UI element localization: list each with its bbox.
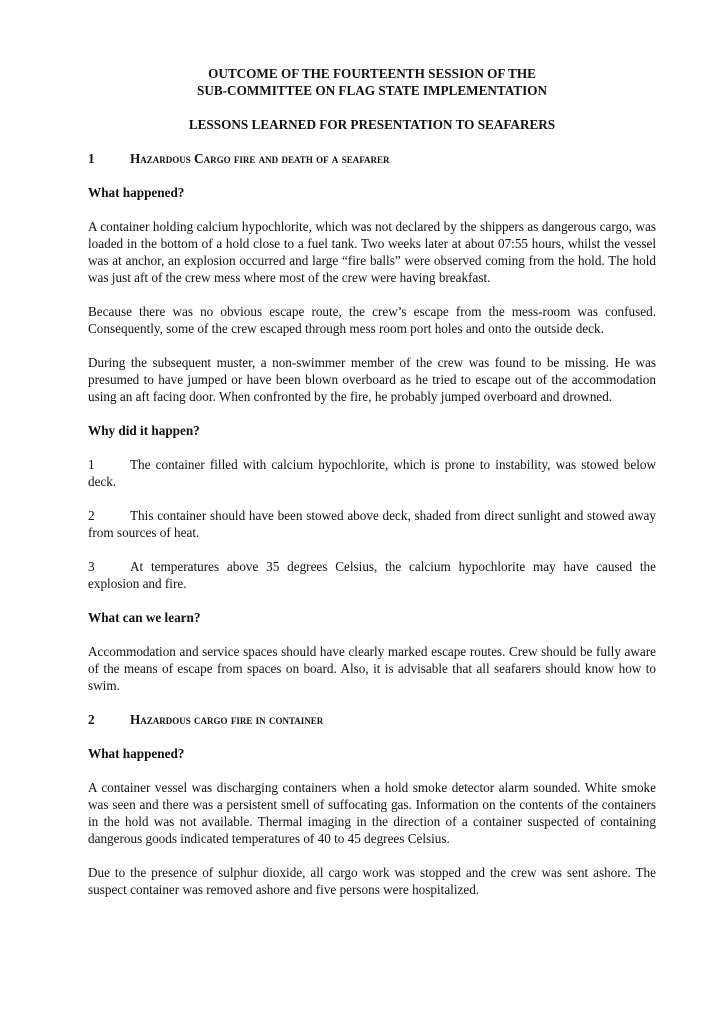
paragraph: During the subsequent muster, a non-swimmer member of the crew was found to be missing. He was presumed to have jumped or have been blown overboard as he tried to escape out of the accommodation using an aft facing door. When confronted by the fire, he probably jumped overboard and drowned. [88,355,656,404]
item-number: 3 [88,559,95,574]
document-subtitle: LESSONS LEARNED FOR PRESENTATION TO SEAFARERS [188,117,556,132]
section-title: Hazardous Cargo fire and death of a seafarer [130,151,390,166]
document-page [88,65,656,898]
title-line-1: OUTCOME OF THE FOURTEENTH SESSION OF THE [208,66,536,81]
item-number: 1 [88,457,95,472]
paragraph: Due to the presence of sulphur dioxide, all cargo work was stopped and the crew was sent ashore. The suspect container was removed ashore and five persons were hospitalized. [88,865,656,897]
paragraph: Because there was no obvious escape route, the crew’s escape from the mess-room was confused. Consequently, some of the crew escaped through mess room port holes and onto the outside deck. [88,304,656,336]
document-title [88,65,656,99]
what-happened-label: What happened? [88,185,185,200]
paragraph: A container vessel was discharging containers when a hold smoke detector alarm sounded. White smoke was seen and there was a persistent smell of suffocating gas. Information on the contents of the containers in the hold was not available. Thermal imaging in the direction of a container suspected of containing dangerous goods indicated temperatures of 40 to 45 degrees Celsius. [88,780,656,846]
paragraph: Accommodation and service spaces should have clearly marked escape routes. Crew should be fully aware of the means of escape from spaces on board. Also, it is advisable that all seafarers should know how to swim. [88,644,656,693]
section-number: 2 [88,712,95,727]
what-happened-label: What happened? [88,746,185,761]
section-number: 1 [88,151,95,166]
item-text: The container filled with calcium hypochlorite, which is prone to instability, was stowed below deck. [88,457,656,489]
section-2-heading [88,711,656,728]
item-number: 2 [88,508,95,523]
why-label: Why did it happen? [88,423,200,438]
numbered-item [88,507,656,541]
learn-label: What can we learn? [88,610,201,625]
item-text: This container should have been stowed above deck, shaded from direct sunlight and stowed away from sources of heat. [88,508,656,540]
item-text: At temperatures above 35 degrees Celsius, the calcium hypochlorite may have caused the explosion and fire. [88,559,656,591]
numbered-item [88,558,656,592]
numbered-item [88,456,656,490]
title-line-2: SUB-COMMITTEE ON FLAG STATE IMPLEMENTATION [197,83,547,98]
section-title: Hazardous cargo fire in container [130,712,324,727]
paragraph: A container holding calcium hypochlorite, which was not declared by the shippers as dangerous cargo, was loaded in the bottom of a hold close to a fuel tank. Two weeks later at about 07:55 hours, whilst the vessel was at anchor, an explosion occurred and large “fire balls” were observed coming from the hold. The hold was just aft of the crew mess where most of the crew were having breakfast. [88,219,656,285]
section-1-heading [88,150,656,167]
